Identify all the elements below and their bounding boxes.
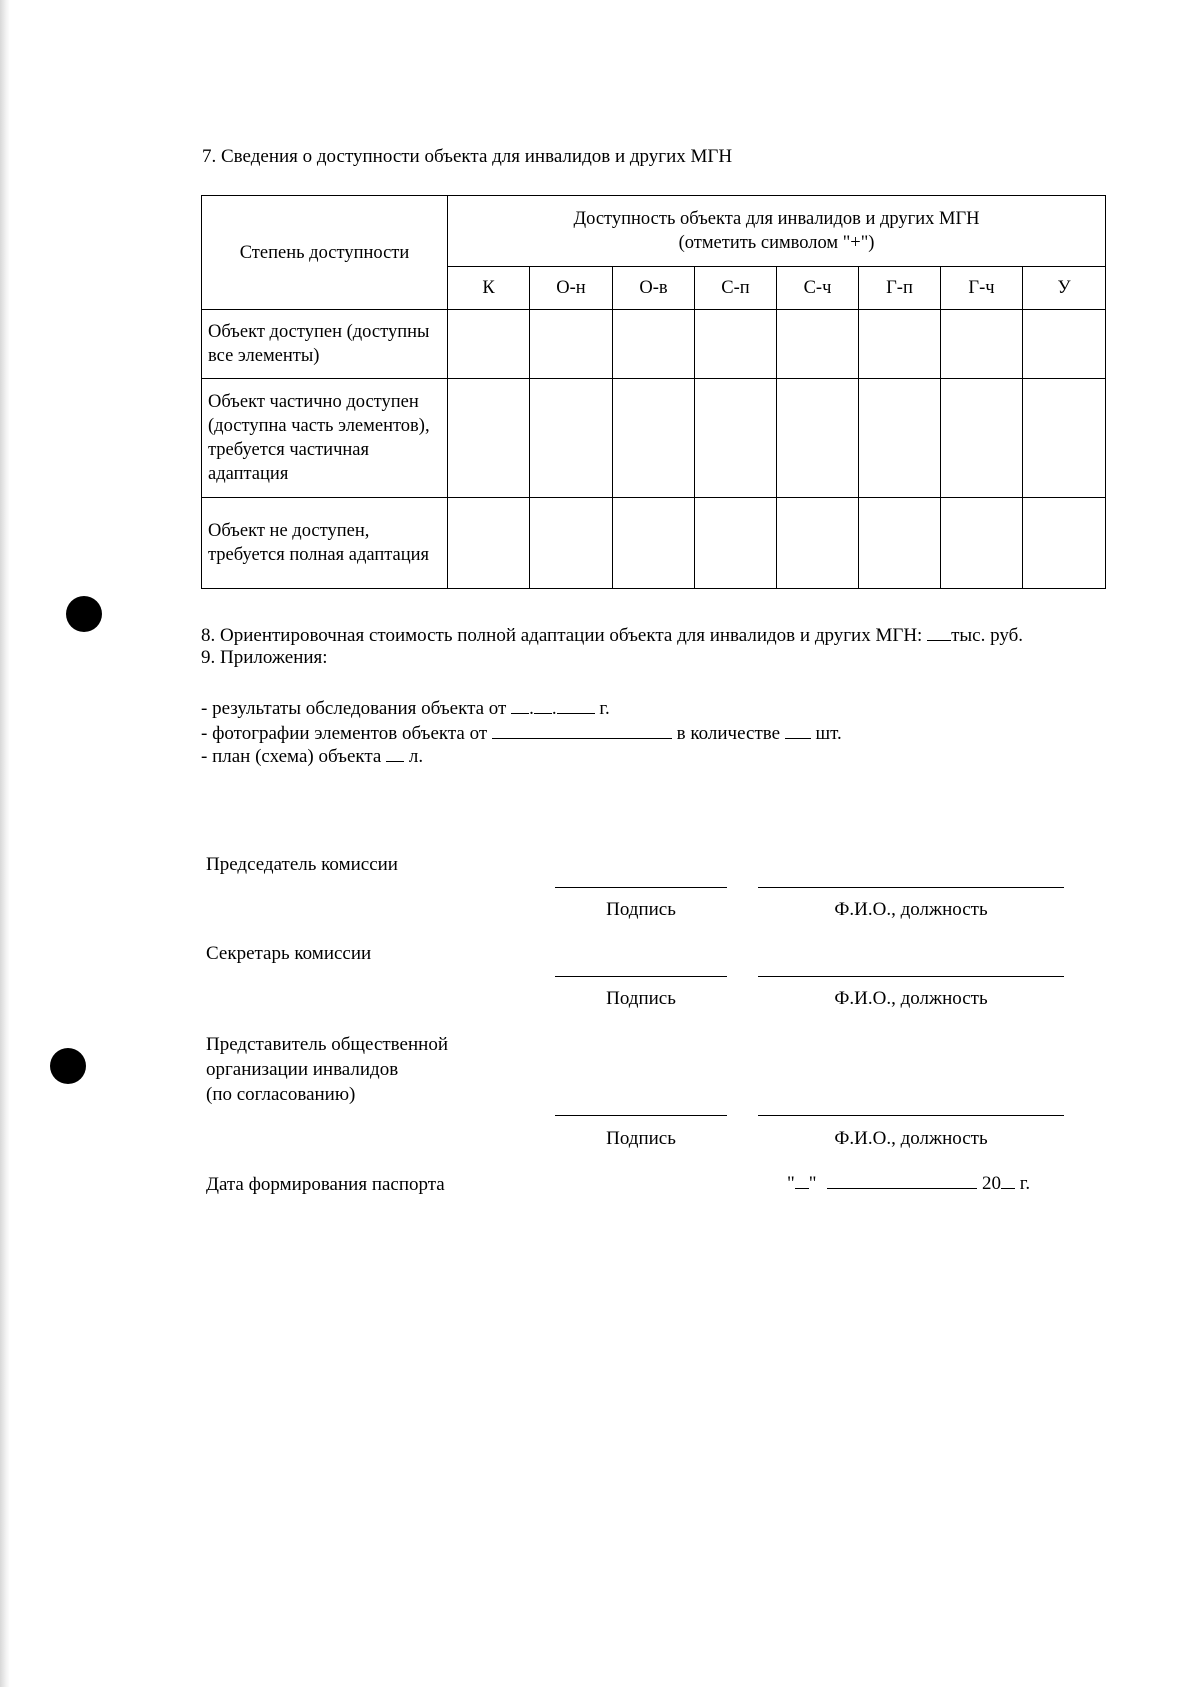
table-row: [202, 379, 1106, 498]
name-caption: Ф.И.О., должность: [834, 899, 988, 920]
mark-cell[interactable]: [859, 310, 941, 379]
mark-cell[interactable]: [695, 498, 777, 589]
mark-cell[interactable]: [1023, 379, 1106, 498]
section-8-line: [201, 624, 1023, 647]
row-label: Объект не доступен, требуется полная адаптация: [202, 498, 448, 589]
photos-count-blank[interactable]: [785, 722, 811, 739]
code-header: Г-ч: [941, 267, 1023, 310]
photos-prefix: - фотографии элементов объекта от: [201, 723, 488, 744]
table-row: [202, 498, 1106, 589]
mark-cell[interactable]: [530, 310, 613, 379]
mark-cell[interactable]: [448, 310, 530, 379]
chair-name-line[interactable]: [758, 887, 1064, 888]
secretary-label: Секретарь комиссии: [206, 943, 372, 964]
code-header: Г-п: [859, 267, 941, 310]
survey-prefix: - результаты обследования объекта от: [201, 698, 507, 719]
date-year-prefix: 20: [982, 1173, 1002, 1194]
representative-signature-line[interactable]: [555, 1115, 727, 1116]
punch-hole: [50, 1048, 86, 1084]
cost-blank[interactable]: [927, 624, 951, 641]
punch-hole: [66, 596, 102, 632]
photos-line: [201, 722, 842, 745]
plan-prefix: - план (схема) объекта: [201, 746, 382, 767]
photos-suffix: шт.: [815, 723, 842, 744]
code-header: С-ч: [777, 267, 859, 310]
date-day-blank[interactable]: [795, 1172, 809, 1189]
mark-cell[interactable]: [1023, 498, 1106, 589]
code-header: К: [448, 267, 530, 310]
section-9-title: 9. Приложения:: [201, 647, 328, 668]
survey-day-blank[interactable]: [511, 697, 529, 714]
survey-month-blank[interactable]: [534, 697, 552, 714]
representative-label-line1: Представитель общественной: [206, 1034, 448, 1055]
mark-cell[interactable]: [448, 379, 530, 498]
mark-cell[interactable]: [777, 498, 859, 589]
photos-date-blank[interactable]: [492, 722, 672, 739]
representative-name-line[interactable]: [758, 1115, 1064, 1116]
level-header: Степень доступности: [202, 196, 448, 310]
signature-caption: Подпись: [606, 1128, 676, 1149]
section-7-title: 7. Сведения о доступности объекта для инвалидов и других МГН: [202, 146, 733, 167]
mark-cell[interactable]: [777, 310, 859, 379]
access-header-line1: Доступность объекта для инвалидов и других МГН: [573, 209, 980, 229]
chair-signature-line[interactable]: [555, 887, 727, 888]
code-header: О-в: [613, 267, 695, 310]
mark-cell[interactable]: [613, 498, 695, 589]
secretary-name-line[interactable]: [758, 976, 1064, 977]
secretary-signature-line[interactable]: [555, 976, 727, 977]
access-header: [448, 196, 1106, 267]
date-quote-close: ": [808, 1173, 817, 1194]
scan-binding-edge: [0, 0, 10, 1687]
photos-middle: в количестве: [676, 723, 781, 744]
table-row: [202, 310, 1106, 379]
plan-pages-blank[interactable]: [386, 745, 404, 762]
date-year-suffix: г.: [1019, 1173, 1031, 1194]
chair-label: Председатель комиссии: [206, 854, 398, 875]
mark-cell[interactable]: [777, 379, 859, 498]
mark-cell[interactable]: [695, 310, 777, 379]
row-label: Объект доступен (доступны все элементы): [202, 310, 448, 379]
mark-cell[interactable]: [859, 498, 941, 589]
cost-unit: тыс. руб.: [951, 625, 1023, 646]
row-label: Объект частично доступен (доступна часть элементов), требуется частичная адаптация: [202, 379, 448, 498]
passport-date-line: [787, 1172, 1030, 1195]
date-quote-open: ": [787, 1173, 795, 1194]
date-month-blank[interactable]: [827, 1172, 977, 1189]
accessibility-table: [201, 195, 1106, 589]
mark-cell[interactable]: [695, 379, 777, 498]
mark-cell[interactable]: [1023, 310, 1106, 379]
mark-cell[interactable]: [530, 379, 613, 498]
survey-line: - результаты обследования объекта от . . г.: [201, 698, 610, 719]
access-header-line2: (отметить символом "+"): [678, 233, 875, 253]
representative-label-line3: (по согласованию): [206, 1084, 356, 1105]
representative-label: [206, 1032, 448, 1107]
mark-cell[interactable]: [941, 379, 1023, 498]
mark-cell[interactable]: [613, 310, 695, 379]
mark-cell[interactable]: [859, 379, 941, 498]
plan-suffix: л.: [408, 746, 424, 767]
code-header: У: [1023, 267, 1106, 310]
representative-label-line2: организации инвалидов: [206, 1059, 399, 1080]
survey-suffix: г.: [599, 698, 610, 719]
survey-year-blank[interactable]: [557, 697, 595, 714]
passport-date-label: Дата формирования паспорта: [206, 1174, 445, 1195]
date-year-blank[interactable]: [1001, 1172, 1015, 1189]
signature-caption: Подпись: [606, 988, 676, 1009]
signature-caption: Подпись: [606, 899, 676, 920]
name-caption: Ф.И.О., должность: [834, 1128, 988, 1149]
code-header: О-н: [530, 267, 613, 310]
mark-cell[interactable]: [448, 498, 530, 589]
mark-cell[interactable]: [941, 310, 1023, 379]
mark-cell[interactable]: [530, 498, 613, 589]
name-caption: Ф.И.О., должность: [834, 988, 988, 1009]
mark-cell[interactable]: [613, 379, 695, 498]
code-header: С-п: [695, 267, 777, 310]
mark-cell[interactable]: [941, 498, 1023, 589]
plan-line: [201, 745, 423, 768]
section-8-text: 8. Ориентировочная стоимость полной адаптации объекта для инвалидов и других МГН:: [201, 625, 923, 646]
